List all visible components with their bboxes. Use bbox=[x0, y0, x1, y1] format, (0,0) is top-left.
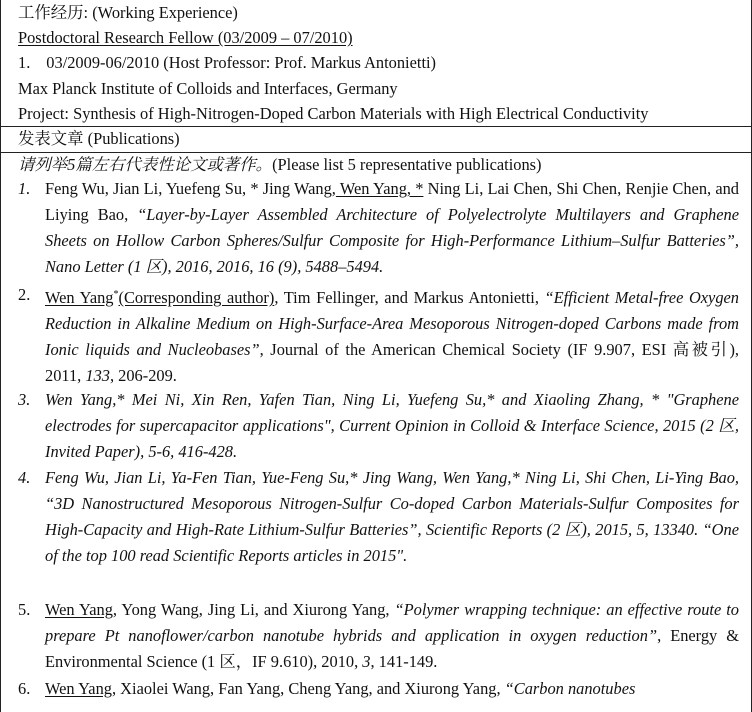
publication-item bbox=[18, 465, 739, 569]
publication-citation bbox=[45, 176, 739, 280]
publication-title: “Efficient Metal-free Oxygen Reduction in Alkaline Medium on High-Surface-Area Mesoporous Nitrogen-doped Carbons made from Ionic liquids and Nucleobases” bbox=[45, 288, 740, 359]
publications-heading: 发表文章 (Publications) bbox=[18, 129, 180, 148]
institute-name: Max Planck Institute of Colloids and Interfaces, Germany bbox=[18, 79, 398, 98]
authors-rest: , Yong Wang, Jing Li, and Xiurong Yang, bbox=[112, 600, 395, 619]
publication-pages: , 206-209. bbox=[109, 366, 177, 385]
publication-item bbox=[18, 176, 739, 280]
instruction-chinese: 请列举5篇左右代表性论文或著作。 bbox=[18, 155, 273, 174]
author-highlight: Wen Yang bbox=[45, 288, 114, 307]
publications-instruction bbox=[18, 152, 542, 178]
publication-venue: Nano Letter (1 区), 2016, 2016, 16 (9), 5488–5494. bbox=[45, 257, 384, 276]
publication-venue: , Energy & Environmental Science (1 区，IF 9.610), 2010, bbox=[45, 626, 740, 671]
publication-number: 3. bbox=[18, 390, 31, 409]
working-experience-section bbox=[0, 0, 752, 127]
publication-item bbox=[18, 282, 739, 389]
authors-rest: Ning Li, Lai Chen, Shi Chen, Renjie Chen, and Liying Bao, bbox=[45, 179, 740, 224]
publication-number: 2. bbox=[18, 285, 31, 304]
publications-heading-row bbox=[0, 126, 752, 153]
publication-number: 1. bbox=[18, 179, 31, 198]
publication-item bbox=[18, 387, 739, 465]
author-highlight: Wen Yang, * bbox=[335, 179, 424, 198]
publication-title: “Layer-by-Layer Assembled Architecture of Polyelectrolyte Multilayers and Graphene Sheets on Hollow Carbon Spheres/Sulfur Composite for High-Performance Lithium–Sulfur Batteries”, bbox=[45, 205, 739, 250]
publication-number: 4. bbox=[18, 468, 31, 487]
instruction-english: (Please list 5 representative publications) bbox=[272, 155, 542, 174]
publication-item bbox=[18, 597, 739, 675]
publication-citation bbox=[45, 676, 739, 702]
author-highlight: Wen Yang bbox=[45, 679, 112, 698]
corresponding-mark: * bbox=[113, 289, 119, 300]
publication-title: “Carbon nanotubes bbox=[504, 679, 636, 698]
authors-rest: , Tim Fellinger, and Markus Antonietti, bbox=[274, 288, 545, 307]
experience-dates-host: 03/2009-06/2010 (Host Professor: Prof. Markus Antonietti) bbox=[46, 53, 437, 72]
publication-pages: , 141-149. bbox=[370, 652, 438, 671]
project-description: Project: Synthesis of High-Nitrogen-Doped Carbon Materials with High Electrical Conductivity bbox=[18, 104, 649, 123]
publication-citation bbox=[45, 282, 739, 389]
publication-citation: Feng Wu, Jian Li, Ya-Fen Tian, Yue-Feng Su,* Jing Wang, Wen Yang,* Ning Li, Shi Chen, Li-Ying Bao, “3D Nanostructured Mesoporous Nitrogen-Sulfur Co-doped Carbon Materials-Sulfur Composites for High-Capacity and High-Rate Lithium-Sulfur Batteries”, Scientific Reports (2 区), 2015, 5, 13340. “One of the top 100 read Scientific Reports articles in 2015". bbox=[45, 468, 739, 565]
position-title: Postdoctoral Research Fellow (03/2009 – 07/2010) bbox=[18, 28, 353, 47]
experience-entry bbox=[18, 50, 436, 76]
publication-citation: Wen Yang,* Mei Ni, Xin Ren, Yafen Tian, Ning Li, Yuefeng Su,* and Xiaoling Zhang, * "Graphene electrodes for supercapacitor applications", Current Opinion in Colloid & Interface Science, 2015 (2 区, Invited Paper), 5-6, 416-428. bbox=[45, 390, 739, 461]
working-experience-heading: 工作经历: (Working Experience) bbox=[18, 3, 238, 22]
experience-entry-number: 1. bbox=[18, 53, 31, 72]
corresponding-author-note: (Corresponding author) bbox=[118, 288, 275, 307]
publication-number: 5. bbox=[18, 600, 31, 619]
author-highlight: Wen Yang bbox=[45, 600, 113, 619]
publication-number: 6. bbox=[18, 679, 31, 698]
publication-volume: 3 bbox=[362, 652, 371, 671]
publication-venue: , Journal of the American Chemical Society (IF 9.907, ESI 高被引), 2011, bbox=[45, 340, 739, 385]
publication-title: “Polymer wrapping technique: an effective route to prepare Pt nanoflower/carbon nanotube hybrids and application in oxygen reduction” bbox=[45, 600, 740, 645]
authors: Feng Wu, Jian Li, Yuefeng Su, * Jing Wang, bbox=[45, 179, 336, 198]
publication-item bbox=[18, 676, 739, 702]
publications-section bbox=[0, 152, 752, 712]
publication-citation bbox=[45, 597, 739, 675]
authors-rest: , Xiaolei Wang, Fan Yang, Cheng Yang, and Xiurong Yang, bbox=[111, 679, 505, 698]
publication-volume: 133 bbox=[85, 366, 110, 385]
